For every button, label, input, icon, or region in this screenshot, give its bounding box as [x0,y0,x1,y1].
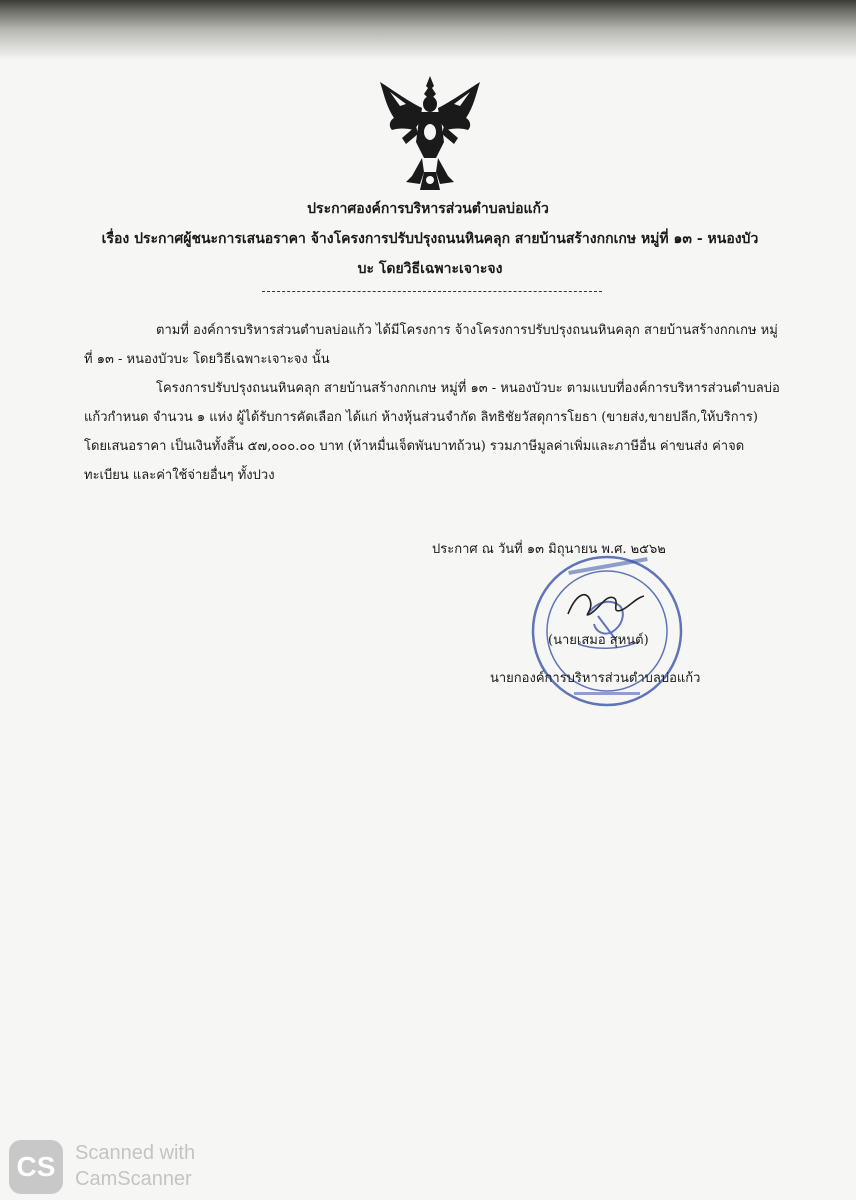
watermark-line-1: Scanned with [75,1142,196,1164]
camscanner-logo: CS [9,1140,63,1194]
garuda-emblem [376,72,484,194]
signer-position: นายกองค์การบริหารส่วนตำบลบ่อแก้ว [490,671,701,686]
body-paragraph-2: โครงการปรับปรุงถนนหินคลุก สายบ้านสร้างกกเกษ หมู่ที่ ๑๓ - หนองบัวบะ ตามแบบที่องค์การบริหารส่วนตำบลบ่อแก้วกำหนด จำนวน ๑ แห่ง ผู้ได้รับการคัดเลือก ได้แก่ ห้างหุ้นส่วนจำกัด ลิทธิชัยวัสดุการโยธา (ขายส่ง,ขายปลีก,ให้บริการ) โดยเสนอราคา เป็นเงินทั้งสิ้น ๕๗,๐๐๐.๐๐ บาท (ห้าหมื่นเจ็ดพันบาทถ้วน) รวมภาษีมูลค่าเพิ่มและภาษีอื่น ค่าขนส่ง ค่าจดทะเบียน และค่าใช้จ่ายอื่นๆ ทั้งปวง [84,381,780,483]
scan-top-edge [0,0,856,60]
document-title: ประกาศองค์การบริหารส่วนตำบลบ่อแก้ว [307,201,549,217]
separator-line [262,291,602,292]
body-paragraph-1: ตามที่ องค์การบริหารส่วนตำบลบ่อแก้ว ได้มีโครงการ จ้างโครงการปรับปรุงถนนหินคลุก สายบ้านสร้างกกเกษ หมู่ที่ ๑๓ - หนองบัวบะ โดยวิธีเฉพาะเจาะจง นั้น [84,323,778,367]
watermark-line-2: CamScanner [75,1168,192,1190]
signer-name: (นายเสมอ สุหนต์) [548,633,649,648]
announce-date: ประกาศ ณ วันที่ ๑๓ มิถุนายน พ.ศ. ๒๕๖๒ [432,542,666,557]
subject-line-2: บะ โดยวิธีเฉพาะเจาะจง [357,261,503,277]
subject-line-1: เรื่อง ประกาศผู้ชนะการเสนอราคา จ้างโครงการปรับปรุงถนนหินคลุก สายบ้านสร้างกกเกษ หมู่ที่ ๑๓ - หนองบัว [101,231,759,247]
handwritten-signature [560,584,650,624]
